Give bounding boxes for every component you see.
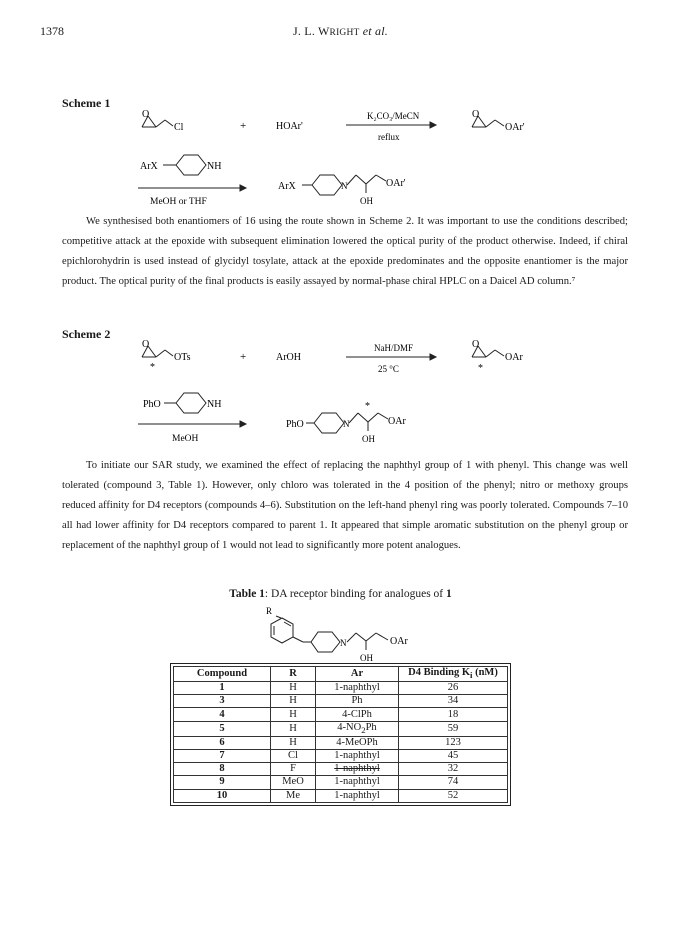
- table-structure-oh: OH: [360, 653, 373, 663]
- cell-ki: 18: [399, 708, 508, 721]
- cell-ar: 1-naphthyl: [316, 749, 399, 762]
- cell-ki: 52: [399, 789, 508, 802]
- cell-ar: Ph: [316, 695, 399, 708]
- scheme2-solvent: MeOH: [172, 434, 199, 444]
- scheme1-product-epoxide-o: O: [472, 109, 480, 120]
- table-row: [174, 682, 508, 695]
- scheme2-product: OAr: [505, 352, 523, 363]
- cell-ki: 34: [399, 695, 508, 708]
- scheme1-final-oar: OAr': [386, 178, 406, 189]
- running-head-author: J. L. W: [293, 24, 330, 38]
- cell-ar: 1-naphthyl: [316, 789, 399, 802]
- cell-compound: 5: [174, 721, 271, 736]
- scheme2-epoxide-o: O: [142, 339, 150, 350]
- table-row: [174, 789, 508, 802]
- subscript-i: i: [470, 670, 473, 681]
- table-caption: [0, 588, 681, 600]
- scheme2-final-oar: OAr: [388, 416, 406, 427]
- scheme1-product: OAr': [505, 122, 525, 133]
- scheme1-amine-arx: ArX: [140, 161, 158, 172]
- scheme2-final-pho: PhO: [286, 419, 304, 430]
- scheme2-product-epoxide-o: O: [472, 339, 480, 350]
- table-structure-diagram: [0, 604, 681, 666]
- cell-r: H: [271, 721, 316, 736]
- cell-compound: 8: [174, 763, 271, 776]
- cell-ar: 1-naphthyl: [316, 682, 399, 695]
- cell-r: F: [271, 763, 316, 776]
- scheme1-final-oh: OH: [360, 196, 373, 206]
- header-compound: Compound: [174, 667, 271, 682]
- paragraph-1: We synthesised both enantiomers of 16 using the route shown in Scheme 2. It was important to use the conditions described; competitive attack at the epoxide with subsequent elimination lowered the optical purity of the product otherwise. Indeed, if chiral epichlorohydrin is used instead of glycidyl tosylate, attack at the epoxide predominates and the opposite enantiomer is the major product. The optical purity of the final products is easily assayed by normal-phase chiral HPLC on a Daicel AD column.⁷: [62, 216, 628, 287]
- scheme1-conditions-top: K₂CO₃/MeCN: [367, 111, 420, 121]
- cell-compound: 4: [174, 708, 271, 721]
- scheme1-epoxide-o: O: [142, 109, 150, 120]
- cell-r: Cl: [271, 749, 316, 762]
- scheme2-amine-nh: NH: [207, 399, 222, 410]
- scheme1-plus: +: [240, 120, 247, 132]
- scheme1-final-n: N: [341, 181, 348, 191]
- cell-ar: $4-NO_2Ph$: [316, 721, 399, 736]
- scheme1-final-arx: ArX: [278, 181, 296, 192]
- cell-ki: 59: [399, 721, 508, 736]
- scheme2-conditions-bottom: 25 °C: [378, 364, 399, 374]
- cell-compound: 3: [174, 695, 271, 708]
- scheme2-diagram: [0, 335, 681, 455]
- cell-ar: 1-naphthyl: [316, 776, 399, 789]
- cell-compound: 1: [174, 682, 271, 695]
- table-caption-text: : DA receptor binding for analogues of: [264, 588, 446, 600]
- cell-r: H: [271, 682, 316, 695]
- cell-ar: 4-MeOPh: [316, 736, 399, 749]
- cell-r: Me: [271, 789, 316, 802]
- running-head-etal: et al.: [362, 24, 388, 38]
- table-row: [174, 708, 508, 721]
- cell-compound: 9: [174, 776, 271, 789]
- running-head: [0, 24, 681, 39]
- cell-ki: 32: [399, 763, 508, 776]
- table-header-row: [174, 667, 508, 682]
- binding-table: [173, 666, 508, 803]
- scheme1-amine-nh: NH: [207, 161, 222, 172]
- cell-ki: 74: [399, 776, 508, 789]
- cell-ar: 4-ClPh: [316, 708, 399, 721]
- table-row: [174, 736, 508, 749]
- table-row: [174, 776, 508, 789]
- cell-compound: 10: [174, 789, 271, 802]
- scheme2-final-oh: OH: [362, 434, 375, 444]
- cell-ar: 1-naphthyl: [316, 763, 399, 776]
- scheme2-conditions-top: NaH/DMF: [374, 343, 414, 353]
- scheme2-plus: +: [240, 351, 247, 363]
- cell-ki: 45: [399, 749, 508, 762]
- table-caption-label: Table 1: [229, 588, 265, 600]
- running-head-author-smallcaps: RIGHT: [329, 28, 360, 38]
- scheme1-diagram: [0, 105, 681, 215]
- table-row: [174, 749, 508, 762]
- table-structure-n: N: [340, 638, 347, 648]
- scheme2-final-n: N: [343, 419, 350, 429]
- cell-compound: 7: [174, 749, 271, 762]
- page-number: 1378: [40, 24, 64, 38]
- subscript-2: 2: [361, 724, 366, 735]
- cell-r: H: [271, 695, 316, 708]
- header-r: R: [271, 667, 316, 682]
- cell-ki: 123: [399, 736, 508, 749]
- scheme1-label: Scheme 1: [62, 96, 111, 110]
- scheme2-star-2: *: [478, 363, 483, 374]
- cell-r: H: [271, 708, 316, 721]
- header-ar: Ar: [316, 667, 399, 682]
- scheme2-ots: OTs: [174, 352, 191, 363]
- table-row: [174, 721, 508, 736]
- scheme2-star-1: *: [150, 362, 155, 373]
- scheme2-amine-pho: PhO: [143, 399, 161, 410]
- cell-r: H: [271, 736, 316, 749]
- table-structure-r: R: [266, 606, 273, 616]
- scheme2-reagent: ArOH: [276, 352, 301, 363]
- scheme1-reagent: HOAr': [276, 121, 303, 132]
- cell-r: MeO: [271, 776, 316, 789]
- table-row: [174, 763, 508, 776]
- scheme1-solvent: MeOH or THF: [150, 197, 207, 207]
- table-caption-ref: 1: [446, 588, 452, 600]
- paragraph-2: To initiate our SAR study, we examined the effect of replacing the naphthyl group of 1 with phenyl. This change was well tolerated (compound 3, Table 1). However, only chloro was tolerated in the 4 position of the phenyl; nitro or methoxy groups reduced affinity for D4 receptors (compounds 4–6). Substitution on the left-hand phenyl ring was poorly tolerated. Compounds 7–10 all had lower affinity for D4 receptors compared to parent 1. It appeared that simple aromatic substitution on the phenyl group or replacement of the naphthyl group of 1 would not lead to significantly more potent analogues.: [62, 460, 628, 551]
- table-structure-oar: OAr: [390, 636, 408, 647]
- cell-compound: 6: [174, 736, 271, 749]
- scheme2-final-star: *: [365, 401, 370, 412]
- scheme1-conditions-bottom: reflux: [378, 132, 400, 142]
- scheme2-label: Scheme 2: [62, 327, 111, 341]
- table-row: [174, 695, 508, 708]
- header-d4-binding: D4 Binding $K_i$ (nM): [399, 667, 508, 682]
- scheme1-cl: Cl: [174, 122, 184, 133]
- cell-ki: 26: [399, 682, 508, 695]
